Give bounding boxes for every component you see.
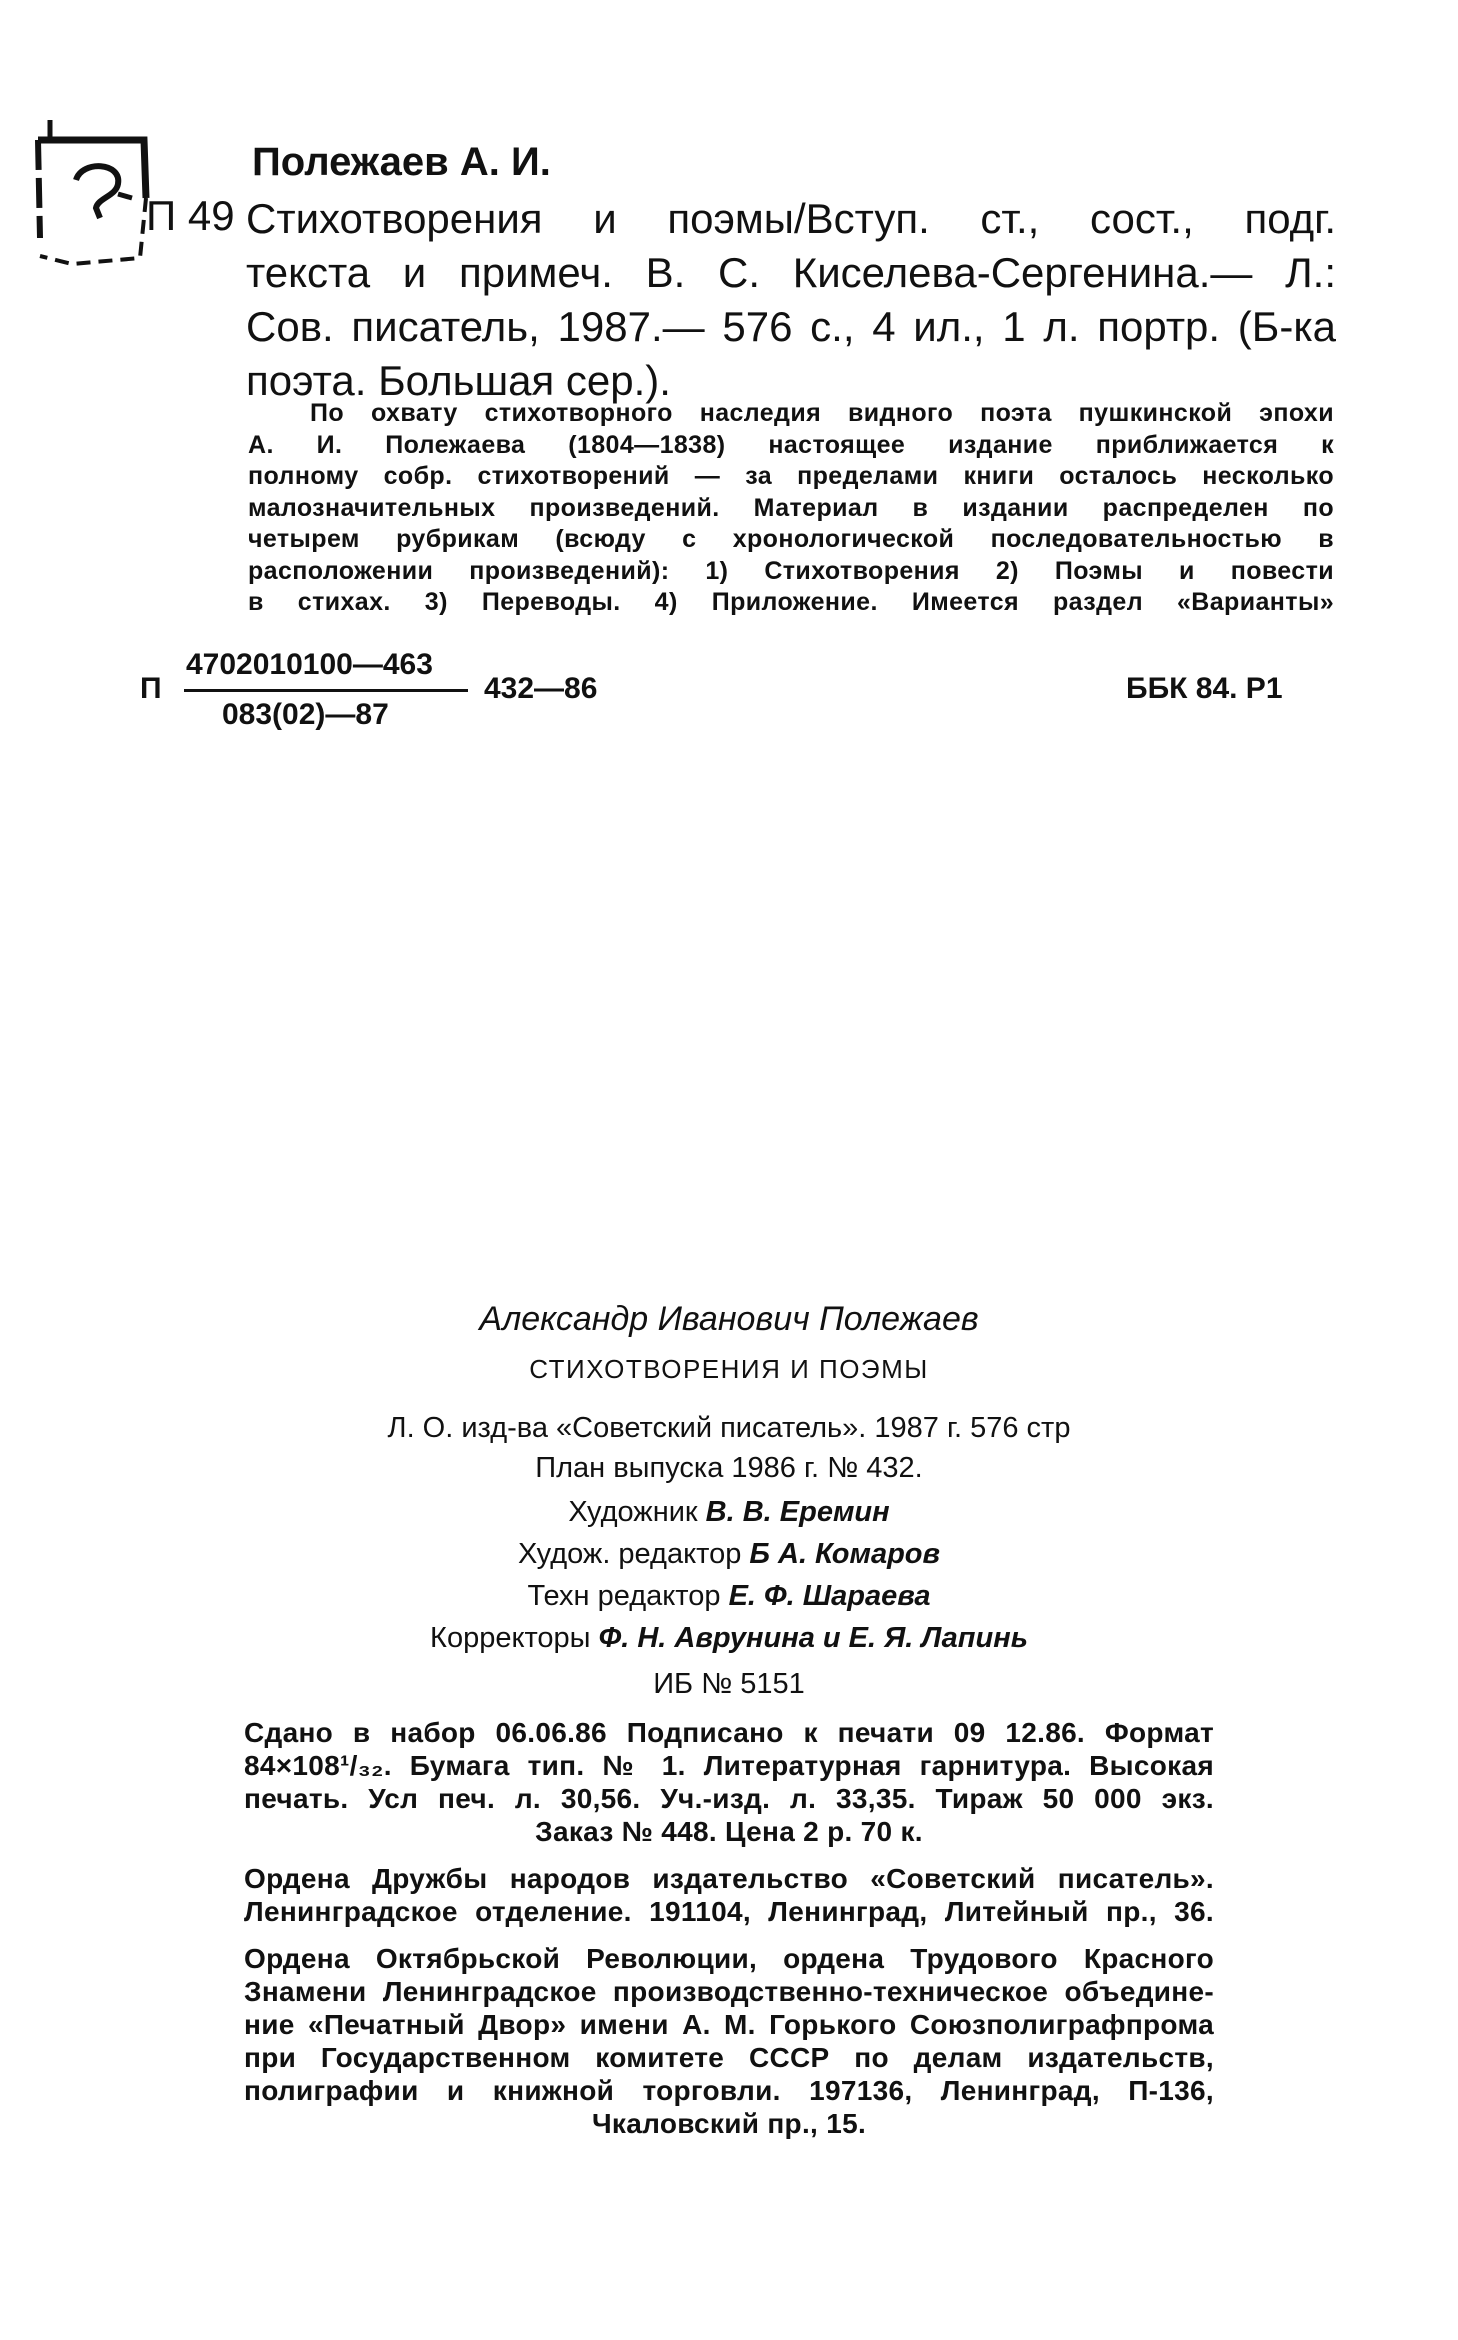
index-prefix: П [140, 672, 162, 705]
annotation-line: четырем рубрикам (всюду с хронологической последовательностью в [248, 525, 1334, 553]
proofreaders-names: Ф. Н. Аврунина и Е. Я. Лапинь [598, 1622, 1028, 1654]
artist-label: Художник [568, 1496, 698, 1528]
bib-description-line: текста и примеч. В. С. Киселева-Сергенина.— Л.: [246, 249, 1336, 296]
bbk-code: ББК 84. Р1 [1126, 672, 1283, 705]
proofreaders-label: Корректоры [430, 1622, 591, 1654]
annotation-line: По охвату стихотворного наследия видного поэта пушкинской эпохи [310, 399, 1334, 427]
order-line: Заказ № 448. Цена 2 р. 70 к. [535, 1816, 923, 1847]
colophon-ib-number: ИБ № 5151 [653, 1668, 805, 1700]
printer-line: ние «Печатный Двор» имени А. М. Горького Союзполиграфпрома [244, 2009, 1214, 2040]
colophon-publisher-line: Л. О. изд-ва «Советский писатель». 1987 г. 576 стр [387, 1412, 1071, 1444]
handwritten-library-mark [32, 118, 154, 268]
bib-description-line: поэта. Большая сер.). [246, 357, 671, 404]
printer-last-line: Чкаловский пр., 15. [591, 2108, 867, 2139]
bib-description-line: Стихотворения и поэмы/Вступ. ст., сост., подг. [246, 195, 1336, 242]
annotation-line: расположении произведений): 1) Стихотворения 2) Поэмы и повести [248, 556, 1334, 585]
bib-shelf-code: П 49 [146, 192, 235, 239]
art-editor-label: Худож. редактор [517, 1538, 742, 1570]
index-denominator: 083(02)—87 [222, 698, 389, 731]
annotation-line: А. И. Полежаева (1804—1838) настоящее издание приближается к [248, 430, 1334, 459]
index-numerator: 4702010100—463 [186, 648, 433, 681]
bib-description [246, 192, 1336, 408]
annotation-line: малозначительных произведений. Материал в издании распределен по [248, 493, 1334, 522]
artist-name: В. В. Еремин [705, 1496, 890, 1528]
index-fraction-bar [184, 689, 468, 692]
colophon-proofreaders [0, 1622, 1458, 1655]
print-line: Сдано в набор 06.06.86 Подписано к печати 09 12.86. Формат [244, 1717, 1214, 1748]
index-tail: 432—86 [484, 672, 598, 705]
tech-editor-label: Техн редактор [527, 1580, 721, 1612]
colophon-tech-editor [0, 1580, 1458, 1613]
bib-annotation [248, 398, 1334, 619]
colophon-artist [0, 1496, 1458, 1529]
tech-editor-name: Е. Ф. Шараева [728, 1580, 931, 1612]
bib-description-line: Сов. писатель, 1987.— 576 с., 4 ил., 1 л. портр. (Б-ка [246, 303, 1336, 350]
bib-author-heading: Полежаев А. И. [252, 140, 551, 184]
annotation-line: полному собр. стихотворений — за пределами книги осталось несколько [248, 462, 1334, 490]
publisher-address-line: Ордена Дружбы народов издательство «Советский писатель». [244, 1863, 1214, 1894]
colophon-author: Александр Иванович Полежаев [479, 1300, 979, 1338]
colophon-title: СТИХОТВОРЕНИЯ И ПОЭМЫ [529, 1354, 929, 1384]
publisher-address-line: Ленинградское отделение. 191104, Ленинград, Литейный пр., 36. [244, 1896, 1214, 1927]
annotation-line: в стихах. 3) Переводы. 4) Приложение. Имеется раздел «Варианты» [248, 588, 1334, 616]
print-line: печать. Усл печ. л. 30,56. Уч.-изд. л. 33,35. Тираж 50 000 экз. [244, 1783, 1214, 1814]
colophon-art-editor [0, 1538, 1458, 1571]
print-line: 84×108¹/₃₂. Бумага тип. № 1. Литературная гарнитура. Высокая [244, 1750, 1214, 1781]
printer-line: Знамени Ленинградское производственно-техническое объедине- [244, 1976, 1214, 2007]
colophon-plan-line: План выпуска 1986 г. № 432. [535, 1452, 923, 1484]
printer-line: при Государственном комитете СССР по делам издательств, [244, 2042, 1214, 2073]
printer-line: Ордена Октябрьской Революции, ордена Трудового Красного [244, 1943, 1214, 1974]
art-editor-name: Б А. Комаров [749, 1538, 941, 1570]
printer-line: полиграфии и книжной торговли. 197136, Ленинград, П-136, [244, 2075, 1214, 2106]
imprint-block [244, 1716, 1214, 2140]
